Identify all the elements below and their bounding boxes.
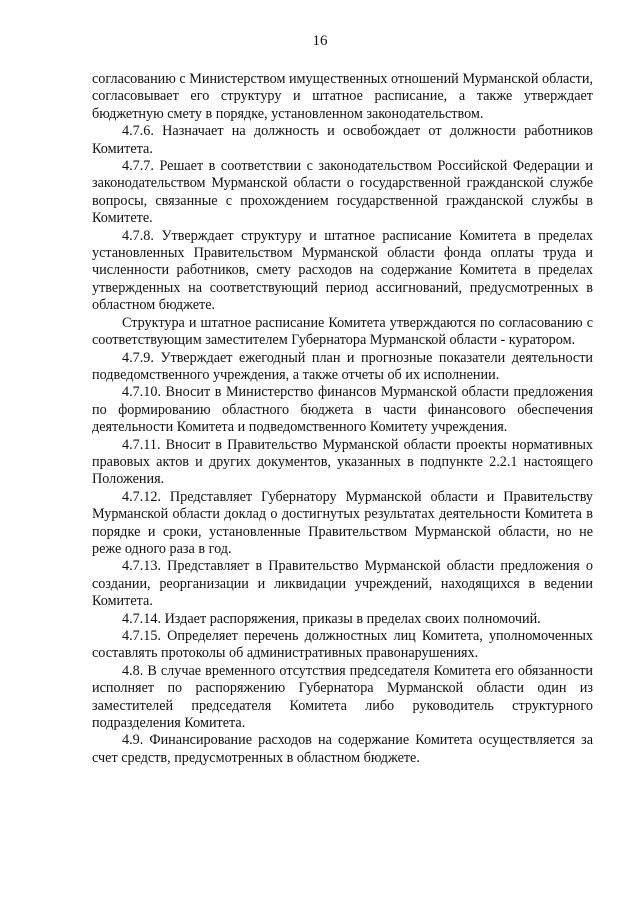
paragraph-structure-approval: Структура и штатное расписание Комитета утверждаются по согласованию с соответствующим заместителем Губернатора Мурманской области - куратором. — [92, 314, 593, 349]
paragraph-4-7-8: 4.7.8. Утверждает структуру и штатное расписание Комитета в пределах установленных Правительством Мурманской области фонда оплаты труда и численности работников, смету расходов на содержание Комитета в пределах утвержденных на соответствующий период ассигнований, предусмотренных в областном бюджете. — [92, 227, 593, 314]
paragraph-4-7-11: 4.7.11. Вносит в Правительство Мурманской области проекты нормативных правовых актов и других документов, указанных в подпункте 2.2.1 настоящего Положения. — [92, 436, 593, 488]
paragraph-4-7-6: 4.7.6. Назначает на должность и освобождает от должности работников Комитета. — [92, 123, 593, 157]
paragraph-4-7-12: 4.7.12. Представляет Губернатору Мурманской области и Правительству Мурманской области доклад о достигнутых результатах деятельности Комитета в порядке и сроки, установленные Правительством Мурманской области, но не реже одного раза в год. — [92, 488, 593, 557]
paragraph-4-7-9: 4.7.9. Утверждает ежегодный план и прогнозные показатели деятельности подведомственного учреждения, а также отчеты об их исполнении. — [92, 349, 593, 383]
paragraph-4-9: 4.9. Финансирование расходов на содержание Комитета осуществляется за счет средств, предусмотренных в областном бюджете. — [92, 732, 593, 766]
paragraph-4-7-14: 4.7.14. Издает распоряжения, приказы в пределах своих полномочий. — [122, 610, 541, 627]
paragraph-4-7-7: 4.7.7. Решает в соответствии с законодательством Российской Федерации и законодательством Мурманской области о государственной гражданской службе вопросы, связанные с прохождением государственной гражданской службы в Комитете. — [92, 158, 593, 227]
paragraph-4-7-15: 4.7.15. Определяет перечень должностных лиц Комитета, уполномоченных составлять протоколы об административных правонарушениях. — [92, 628, 593, 662]
paragraph-4-7-13: 4.7.13. Представляет в Правительство Мурманской области предложения о создании, реорганизации и ликвидации учреждений, находящихся в ведении Комитета. — [92, 558, 593, 610]
paragraph-4-8: 4.8. В случае временного отсутствия председателя Комитета его обязанности исполняет по распоряжению Губернатора Мурманской области один из заместителей председателя Комитета либо руководитель структурного подразделения Комитета. — [92, 662, 593, 732]
document-body — [92, 71, 593, 767]
paragraph-continuation: согласованию с Министерством имущественных отношений Мурманской области, согласовывает его структуру и штатное расписание, а также утверждает бюджетную смету в порядке, установленном законодательством. — [92, 71, 593, 122]
page-number: 16 — [312, 33, 328, 49]
paragraph-4-7-10: 4.7.10. Вносит в Министерство финансов Мурманской области предложения по формированию областного бюджета в части финансового обеспечения деятельности Комитета и подведомственного Комитету учреждения. — [92, 384, 593, 436]
